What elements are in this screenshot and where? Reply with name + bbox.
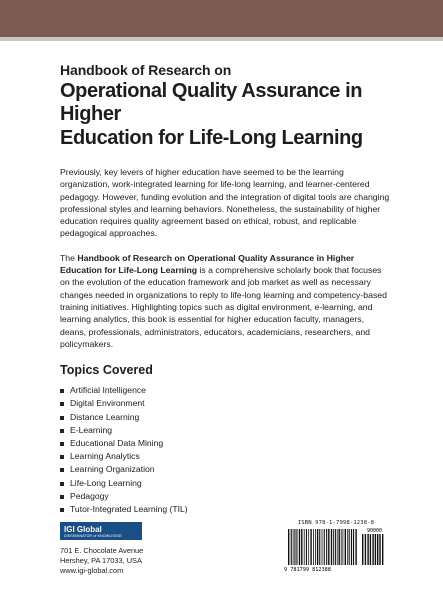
- publisher-address: [60, 546, 220, 576]
- barcode-bar: [351, 529, 352, 565]
- barcode-bar: [335, 529, 336, 565]
- topic-label: Tutor-Integrated Learning (TIL): [70, 503, 188, 514]
- barcode-bar: [341, 529, 342, 565]
- logo-name: IGI Global: [64, 524, 102, 534]
- isbn-number: ISBN 978-1-7998-1238-8: [297, 520, 375, 526]
- barcode-bar: [296, 529, 297, 565]
- topic-label: Artificial Intelligence: [70, 385, 146, 396]
- topic-label: Learning Organization: [70, 464, 155, 475]
- barcode-bar: [345, 529, 346, 565]
- barcode-bar: [304, 529, 305, 565]
- bullet-icon: [60, 429, 64, 433]
- paragraph-2-rest: is a comprehensive scholarly book that focuses on the evolution of the education framework and job market as well as necessary changes needed in organizations to reply to life-long learning and competency-based training initiatives. Highlighting topics such as digital environment, e-learning, and learning analytics, this book is essential for higher education faculty, managers, deans, professionals, administrators, educators, academicians, researchers, and policymakers.: [60, 265, 387, 349]
- publisher-logo: [60, 522, 142, 540]
- barcode-bar: [324, 529, 325, 565]
- barcode-bar: [301, 529, 302, 565]
- topic-label: Educational Data Mining: [70, 437, 164, 448]
- barcode-bar: [372, 534, 373, 565]
- top-divider: [0, 37, 443, 41]
- barcode-bar: [343, 529, 344, 565]
- top-color-band: [0, 0, 443, 37]
- barcode-bar: [382, 534, 383, 565]
- topic-label: E-Learning: [70, 424, 113, 435]
- bullet-icon: [60, 455, 64, 459]
- barcode-bar: [337, 529, 338, 565]
- barcode-bar: [331, 529, 332, 565]
- paragraph-2-lead: The: [60, 252, 78, 263]
- bullet-icon: [60, 389, 64, 393]
- bullet-icon: [60, 468, 64, 472]
- barcode-bars: [282, 527, 390, 573]
- topics-list: [60, 384, 390, 516]
- barcode-bar: [306, 529, 307, 565]
- barcode-bar: [293, 529, 294, 565]
- topic-item: [60, 384, 390, 397]
- topic-label: Pedagogy: [70, 490, 109, 501]
- address-line-1: 701 E. Chocolate Avenue: [60, 546, 144, 555]
- topic-item: [60, 477, 390, 490]
- barcode-bar: [365, 534, 366, 565]
- barcode-bar: [370, 534, 371, 565]
- barcode-bar: [328, 529, 329, 565]
- barcode-bar: [322, 529, 323, 565]
- description-paragraph-1: Previously, key levers of higher education have seemed to be the learning organization, work-integrated learning for life-long learning, and learner-centered pedagogy. However, funding evolution and the integration of digital tools are changing professional styles and learning behaviors. Nonetheless, the sustainability of higher education requires quality agreement based on ethical, robust, and replicable pedagogical approaches.: [60, 167, 390, 239]
- topic-label: Digital Environment: [70, 398, 145, 409]
- publisher-website: www.igi-global.com: [60, 566, 124, 575]
- book-title-line-2: Education for Life-Long Learning: [60, 127, 363, 149]
- barcode-bar: [379, 534, 380, 565]
- barcode-bar: [291, 529, 292, 565]
- isbn-barcode: [282, 520, 390, 580]
- series-title: Handbook of Research on: [60, 62, 232, 78]
- barcode-bar: [319, 529, 320, 565]
- topic-item: [60, 397, 390, 410]
- address-line-2: Hershey, PA 17033, USA: [60, 556, 142, 565]
- bullet-icon: [60, 508, 64, 512]
- bullet-icon: [60, 495, 64, 499]
- barcode-bar: [313, 529, 314, 565]
- barcode-bar: [317, 529, 318, 565]
- bullet-icon: [60, 402, 64, 406]
- barcode-bar: [315, 529, 316, 565]
- price-code: 90000: [366, 528, 382, 534]
- bullet-icon: [60, 482, 64, 486]
- barcode-bar: [288, 529, 289, 565]
- barcode-bar: [299, 529, 300, 565]
- barcode-bar: [367, 534, 368, 565]
- paragraph-2-book-title: Handbook of Research on Operational Quality Assurance in Higher Education for Life-Long Learning: [60, 252, 355, 276]
- barcode-bar: [310, 529, 311, 565]
- barcode-bar: [375, 534, 376, 565]
- topic-item: [60, 463, 390, 476]
- barcode-bar: [353, 529, 354, 565]
- barcode-bar: [294, 529, 295, 565]
- back-cover-content: [60, 62, 390, 516]
- bullet-icon: [60, 442, 64, 446]
- barcode-digits: 9 781799 812388: [284, 567, 331, 573]
- book-title-line-1: Operational Quality Assurance in Higher: [60, 80, 363, 125]
- topic-item: [60, 450, 390, 463]
- topic-item: [60, 490, 390, 503]
- topic-label: Learning Analytics: [70, 451, 140, 462]
- barcode-bar: [347, 529, 348, 565]
- topic-item: [60, 411, 390, 424]
- description-paragraph-2: [60, 252, 390, 350]
- barcode-bar: [362, 534, 363, 565]
- barcode-bar: [326, 529, 327, 565]
- topic-label: Life-Long Learning: [70, 477, 142, 488]
- bullet-icon: [60, 416, 64, 420]
- barcode-bar: [308, 529, 309, 565]
- topic-item: [60, 503, 390, 516]
- publisher-block: [60, 522, 220, 576]
- barcode-bar: [333, 529, 334, 565]
- topic-label: Distance Learning: [70, 411, 140, 422]
- barcode-bar: [355, 529, 356, 565]
- barcode-bar: [377, 534, 378, 565]
- topic-item: [60, 424, 390, 437]
- topics-heading: Topics Covered: [60, 363, 153, 378]
- topic-item: [60, 437, 390, 450]
- logo-tagline: DISSEMINATOR of KNOWLEDGE: [64, 533, 122, 538]
- barcode-bar: [339, 529, 340, 565]
- barcode-bar: [349, 529, 350, 565]
